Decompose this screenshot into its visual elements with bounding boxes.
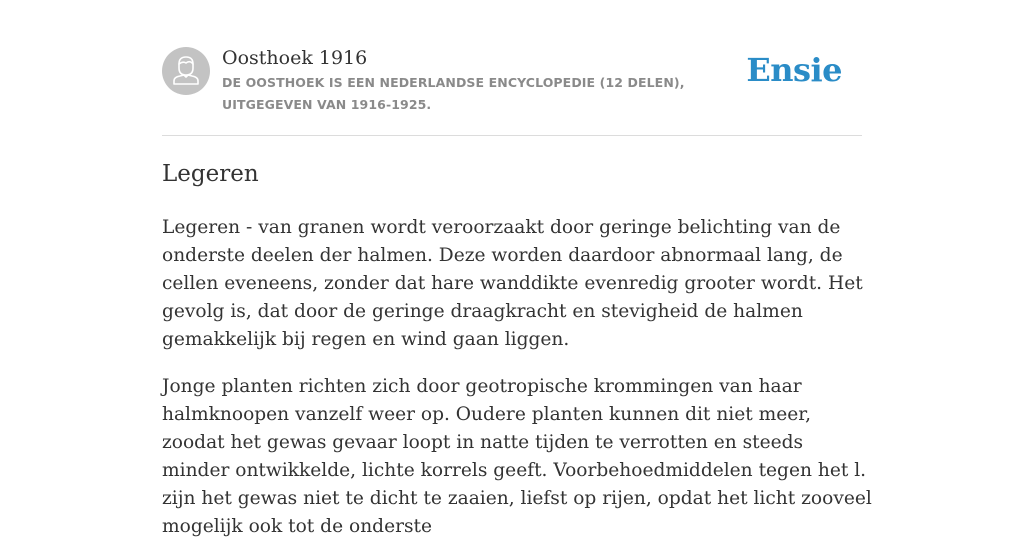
article-paragraph: Jonge planten richten zich door geotropische krommingen van haar halmknoopen vanzelf weer op. Oudere planten kunnen dit niet meer, zoodat het gewas gevaar loopt in natte tijden te verrotten en steeds minder ontwikkelde, lichte korrels geeft. Voorbehoedmiddelen tegen het l. zijn het gewas niet te dicht te zaaien, liefst op rijen, opdat het licht zooveel mogelijk ook tot de onderste (162, 376, 872, 537)
article-title: Legeren (162, 161, 259, 187)
source-title[interactable]: Oosthoek 1916 (222, 47, 368, 69)
article (162, 158, 872, 560)
avatar[interactable] (162, 47, 210, 95)
article-paragraph: Legeren - van granen wordt veroorzaakt door geringe belichting van de onderste deelen der halmen. Deze worden daardoor abnormaal lang, de cellen eveneens, zonder dat hare wanddikte evenredig grooter wordt. Het gevolg is, dat door de geringe draagkracht en stevigheid de halmen gemakkelijk bij regen en wind gaan liggen. (162, 217, 863, 350)
ensie-logo[interactable]: Ensie (746, 51, 842, 89)
source-header (162, 46, 862, 136)
source-description: DE OOSTHOEK IS EEN NEDERLANDSE ENCYCLOPEDIE (12 DELEN), UITGEGEVEN VAN 1916-1925. (222, 75, 685, 112)
user-icon (162, 47, 210, 95)
